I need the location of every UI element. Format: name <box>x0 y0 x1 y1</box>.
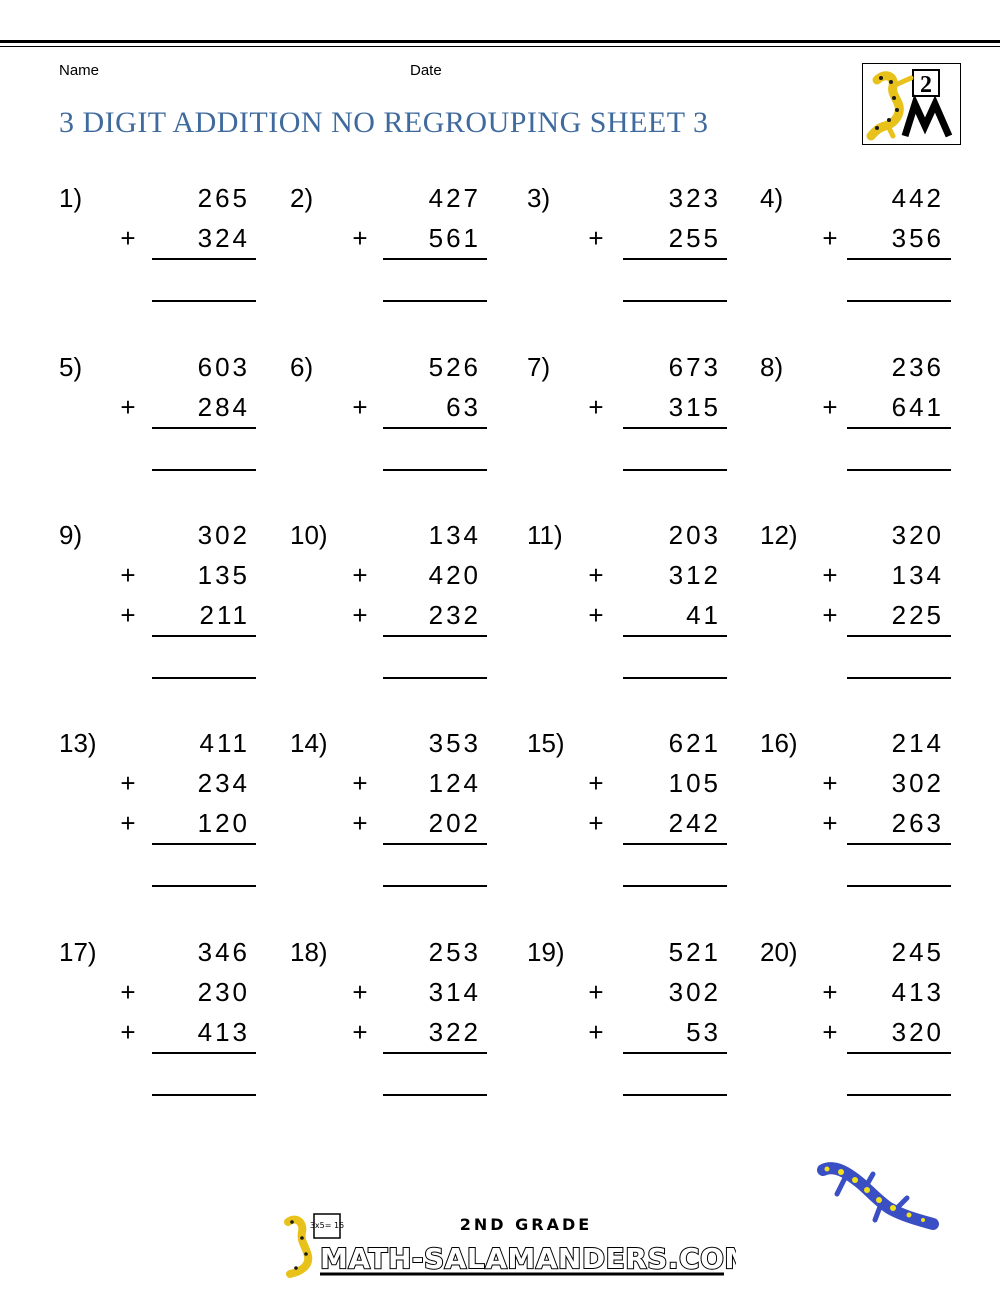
addend: 621 <box>668 728 721 758</box>
addend: 411 <box>199 728 250 758</box>
plus-sign: + <box>352 223 368 253</box>
footer-logo-icon <box>276 1210 736 1280</box>
addend: 203 <box>668 520 721 550</box>
plus-sign: + <box>822 1017 838 1047</box>
addend: 302 <box>891 768 944 798</box>
plus-sign: + <box>120 560 136 590</box>
plus-sign: + <box>352 977 368 1007</box>
addend: 105 <box>668 768 721 798</box>
sum-line <box>847 635 951 637</box>
sum-line <box>383 843 487 845</box>
addend: 41 <box>686 600 721 630</box>
plus-sign: + <box>352 768 368 798</box>
addend: 263 <box>891 808 944 838</box>
blue-salamander-icon <box>815 1160 940 1240</box>
addend: 230 <box>197 977 250 1007</box>
addend: 134 <box>891 560 944 590</box>
problem-number: 1) <box>59 183 83 213</box>
sum-line <box>152 427 256 429</box>
plus-sign: + <box>120 392 136 422</box>
plus-sign: + <box>120 600 136 630</box>
addend: 211 <box>199 600 250 630</box>
answer-line[interactable] <box>623 1094 727 1096</box>
sum-line <box>623 843 727 845</box>
problem-number: 18) <box>290 937 328 967</box>
sum-line <box>152 258 256 260</box>
plus-sign: + <box>588 808 604 838</box>
plus-sign: + <box>822 223 838 253</box>
plus-sign: + <box>822 600 838 630</box>
addend: 420 <box>428 560 481 590</box>
sum-line <box>152 635 256 637</box>
plus-sign: + <box>588 977 604 1007</box>
addend: 253 <box>428 937 481 967</box>
addend: 442 <box>891 183 944 213</box>
addend: 63 <box>446 392 481 422</box>
addend: 427 <box>428 183 481 213</box>
problem-number: 12) <box>760 520 798 550</box>
addend: 225 <box>891 600 944 630</box>
addend: 255 <box>668 223 721 253</box>
addend: 353 <box>428 728 481 758</box>
answer-line[interactable] <box>383 885 487 887</box>
answer-line[interactable] <box>847 677 951 679</box>
addend: 315 <box>668 392 721 422</box>
sum-line <box>623 427 727 429</box>
addend: 323 <box>668 183 721 213</box>
answer-line[interactable] <box>847 469 951 471</box>
problem-number: 13) <box>59 728 97 758</box>
addend: 302 <box>668 977 721 1007</box>
plus-sign: + <box>588 560 604 590</box>
plus-sign: + <box>120 1017 136 1047</box>
sum-line <box>383 427 487 429</box>
addend: 214 <box>891 728 944 758</box>
plus-sign: + <box>588 392 604 422</box>
problem-number: 15) <box>527 728 565 758</box>
plus-sign: + <box>120 977 136 1007</box>
plus-sign: + <box>120 768 136 798</box>
addend: 120 <box>197 808 250 838</box>
problem-number: 6) <box>290 352 314 382</box>
problem-number: 5) <box>59 352 83 382</box>
problem-number: 8) <box>760 352 784 382</box>
plus-sign: + <box>822 768 838 798</box>
plus-sign: + <box>822 392 838 422</box>
problem-number: 16) <box>760 728 798 758</box>
problem-number: 14) <box>290 728 328 758</box>
mini-board-text: 3x5= 15 <box>309 1221 345 1230</box>
addend: 413 <box>891 977 944 1007</box>
answer-line[interactable] <box>152 469 256 471</box>
addend: 284 <box>197 392 250 422</box>
plus-sign: + <box>588 1017 604 1047</box>
answer-line[interactable] <box>383 300 487 302</box>
sum-line <box>152 1052 256 1054</box>
problem-number: 17) <box>59 937 97 967</box>
plus-sign: + <box>120 808 136 838</box>
addend: 236 <box>891 352 944 382</box>
answer-line[interactable] <box>623 885 727 887</box>
plus-sign: + <box>588 768 604 798</box>
footer-brand-logo <box>276 1210 736 1280</box>
name-label: Name <box>59 62 100 79</box>
problem-number: 3) <box>527 183 551 213</box>
addend: 245 <box>891 937 944 967</box>
addend: 265 <box>197 183 250 213</box>
addend: 314 <box>428 977 481 1007</box>
addend: 346 <box>197 937 250 967</box>
plus-sign: + <box>352 600 368 630</box>
addend: 320 <box>891 1017 944 1047</box>
plus-sign: + <box>588 223 604 253</box>
addend: 312 <box>668 560 721 590</box>
answer-line[interactable] <box>847 885 951 887</box>
plus-sign: + <box>822 808 838 838</box>
problem-number: 7) <box>527 352 551 382</box>
addend: 134 <box>428 520 481 550</box>
sum-line <box>847 843 951 845</box>
addend: 232 <box>428 600 481 630</box>
sum-line <box>847 258 951 260</box>
addend: 603 <box>197 352 250 382</box>
problem-number: 2) <box>290 183 314 213</box>
plus-sign: + <box>352 808 368 838</box>
problem-number: 10) <box>290 520 328 550</box>
answer-line[interactable] <box>383 1094 487 1096</box>
addend: 53 <box>686 1017 721 1047</box>
addend: 356 <box>891 223 944 253</box>
sum-line <box>623 1052 727 1054</box>
problem-number: 4) <box>760 183 784 213</box>
answer-line[interactable] <box>152 885 256 887</box>
answer-line[interactable] <box>847 1094 951 1096</box>
sum-line <box>847 1052 951 1054</box>
answer-line[interactable] <box>623 300 727 302</box>
plus-sign: + <box>120 223 136 253</box>
addend: 322 <box>428 1017 481 1047</box>
sum-line <box>383 1052 487 1054</box>
addend: 135 <box>197 560 250 590</box>
addend: 320 <box>891 520 944 550</box>
addend: 242 <box>668 808 721 838</box>
logo-digit: 2 <box>920 72 932 98</box>
answer-line[interactable] <box>152 300 256 302</box>
addend: 673 <box>668 352 721 382</box>
page-title: 3 DIGIT ADDITION NO REGROUPING SHEET 3 <box>59 106 709 139</box>
footer-brand-text: MATH-SALAMANDERS.COM <box>320 1242 736 1275</box>
problem-number: 9) <box>59 520 83 550</box>
answer-line[interactable] <box>383 469 487 471</box>
answer-line[interactable] <box>623 677 727 679</box>
sum-line <box>152 843 256 845</box>
plus-sign: + <box>352 392 368 422</box>
sum-line <box>847 427 951 429</box>
addend: 413 <box>197 1017 250 1047</box>
plus-sign: + <box>352 1017 368 1047</box>
problem-number: 19) <box>527 937 565 967</box>
answer-line[interactable] <box>152 677 256 679</box>
addend: 526 <box>428 352 481 382</box>
addend: 302 <box>197 520 250 550</box>
plus-sign: + <box>822 977 838 1007</box>
addend: 234 <box>197 768 250 798</box>
blue-salamander-image <box>815 1160 940 1240</box>
addend: 521 <box>668 937 721 967</box>
answer-line[interactable] <box>847 300 951 302</box>
addend: 202 <box>428 808 481 838</box>
plus-sign: + <box>352 560 368 590</box>
sum-line <box>623 258 727 260</box>
problem-number: 11) <box>527 520 563 550</box>
problem-number: 20) <box>760 937 798 967</box>
sum-line <box>623 635 727 637</box>
answer-line[interactable] <box>623 469 727 471</box>
plus-sign: + <box>588 600 604 630</box>
answer-line[interactable] <box>383 677 487 679</box>
answer-line[interactable] <box>152 1094 256 1096</box>
date-label: Date <box>410 62 442 79</box>
addend: 124 <box>428 768 481 798</box>
sum-line <box>383 635 487 637</box>
addend: 641 <box>891 392 944 422</box>
plus-sign: + <box>822 560 838 590</box>
addend: 561 <box>428 223 481 253</box>
addend: 324 <box>197 223 250 253</box>
sum-line <box>383 258 487 260</box>
footer-grade-text: 2ND GRADE <box>459 1215 593 1234</box>
